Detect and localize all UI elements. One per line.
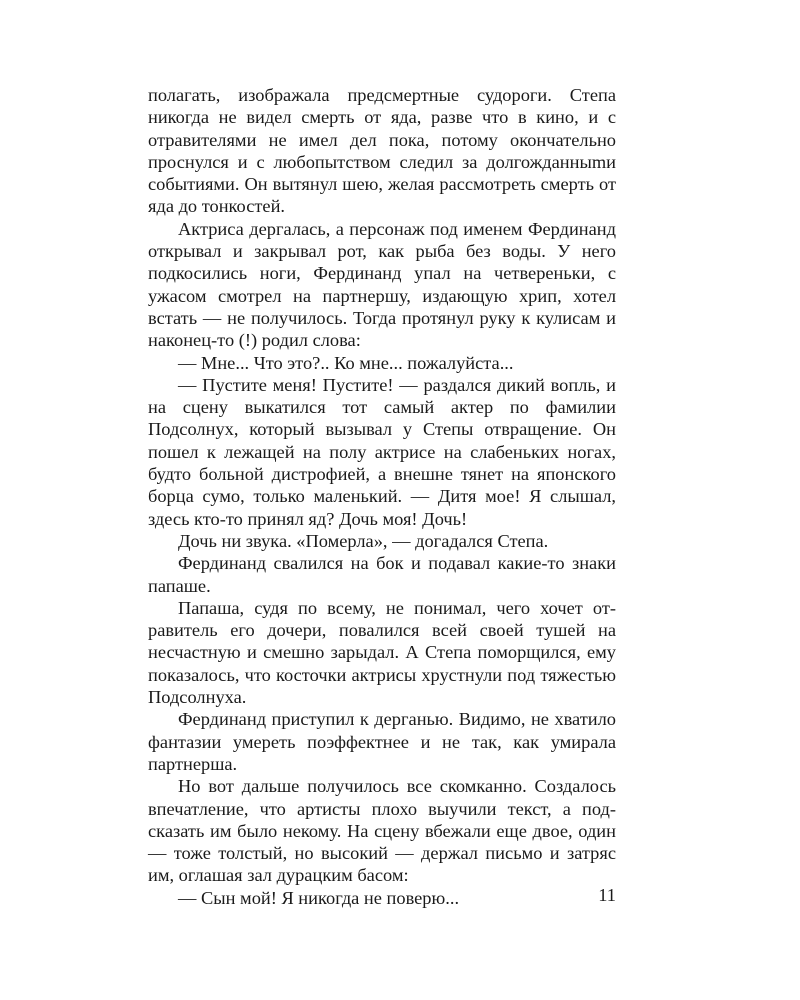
last-line-text: — Сын мой! Я никогда не поверю... <box>178 887 460 908</box>
paragraph-3: — Мне... Что это?.. Ко мне... пожалуйста... <box>178 352 514 373</box>
paragraph-8: Фердинанд приступил к дерганью. Видимо, не хватило фантазии умереть поэффектнее и не так, как умирала партнерша. <box>148 709 616 774</box>
paragraph-7: Папаша, судя по всему, не понимал, чего хочет отравитель его дочери, повалился всей своей тушей на несчастную и смешно зарыдал. А Степа поморщился, ему показалось, что косточки актрисы хрустнули под тяжестью Подсолнуха. <box>148 597 616 708</box>
paragraph-2: Актриса дергалась, а персонаж под именем Фердинанд открывал и закрывал рот, как рыба без воды. У него подкосились ноги, Фердинанд упал на четвереньки, с ужасом смотрел на партнершу, издающую хрип, хотел встать — не получилось. Тогда протянул руку к кулисам и наконец-то (!) родил слова: <box>148 218 616 351</box>
page-number: 11 <box>598 885 616 905</box>
paragraph-6: Фердинанд свалился на бок и подавал какие-то знаки папаше. <box>148 553 616 596</box>
last-line <box>148 887 616 909</box>
paragraph-9: Но вот дальше получилось все скомканно. Создалось впечатление, что артисты плохо выучили текст, а подсказать им было некому. На сцену вбежали еще двое, один — тоже толстый, но высокий — держал письмо и затряс им, оглашая зал дурацким басом: <box>148 776 616 886</box>
page-body <box>148 84 616 909</box>
paragraph-4: — Пустите меня! Пустите! — раздался дикий вопль, и на сцену выкатился тот самый актер по фамилии Подсолнух, который вызывал у Степы отвращение. Он пошел к лежащей на полу актрисе на слабеньких ногах, будто больной дистрофией, а внешне тянет на японского борца сумо, только маленький. — Дитя мое! Я слышал, здесь кто-то принял яд? Дочь моя! Дочь! <box>148 374 616 529</box>
paragraph-5: Дочь ни звука. «Померла», — догадался Степа. <box>178 530 549 551</box>
paragraph-1: полагать, изображала предсмертные судороги. Степа никогда не видел смерть от яда, разве что в кино, и с отравителями не имел дел пока, потому окончательно проснулся и с любопытством следил за долгожданныmи событиями. Он вытянул шею, желая рассмотреть смерть от яда до тонкостей. <box>148 85 616 217</box>
